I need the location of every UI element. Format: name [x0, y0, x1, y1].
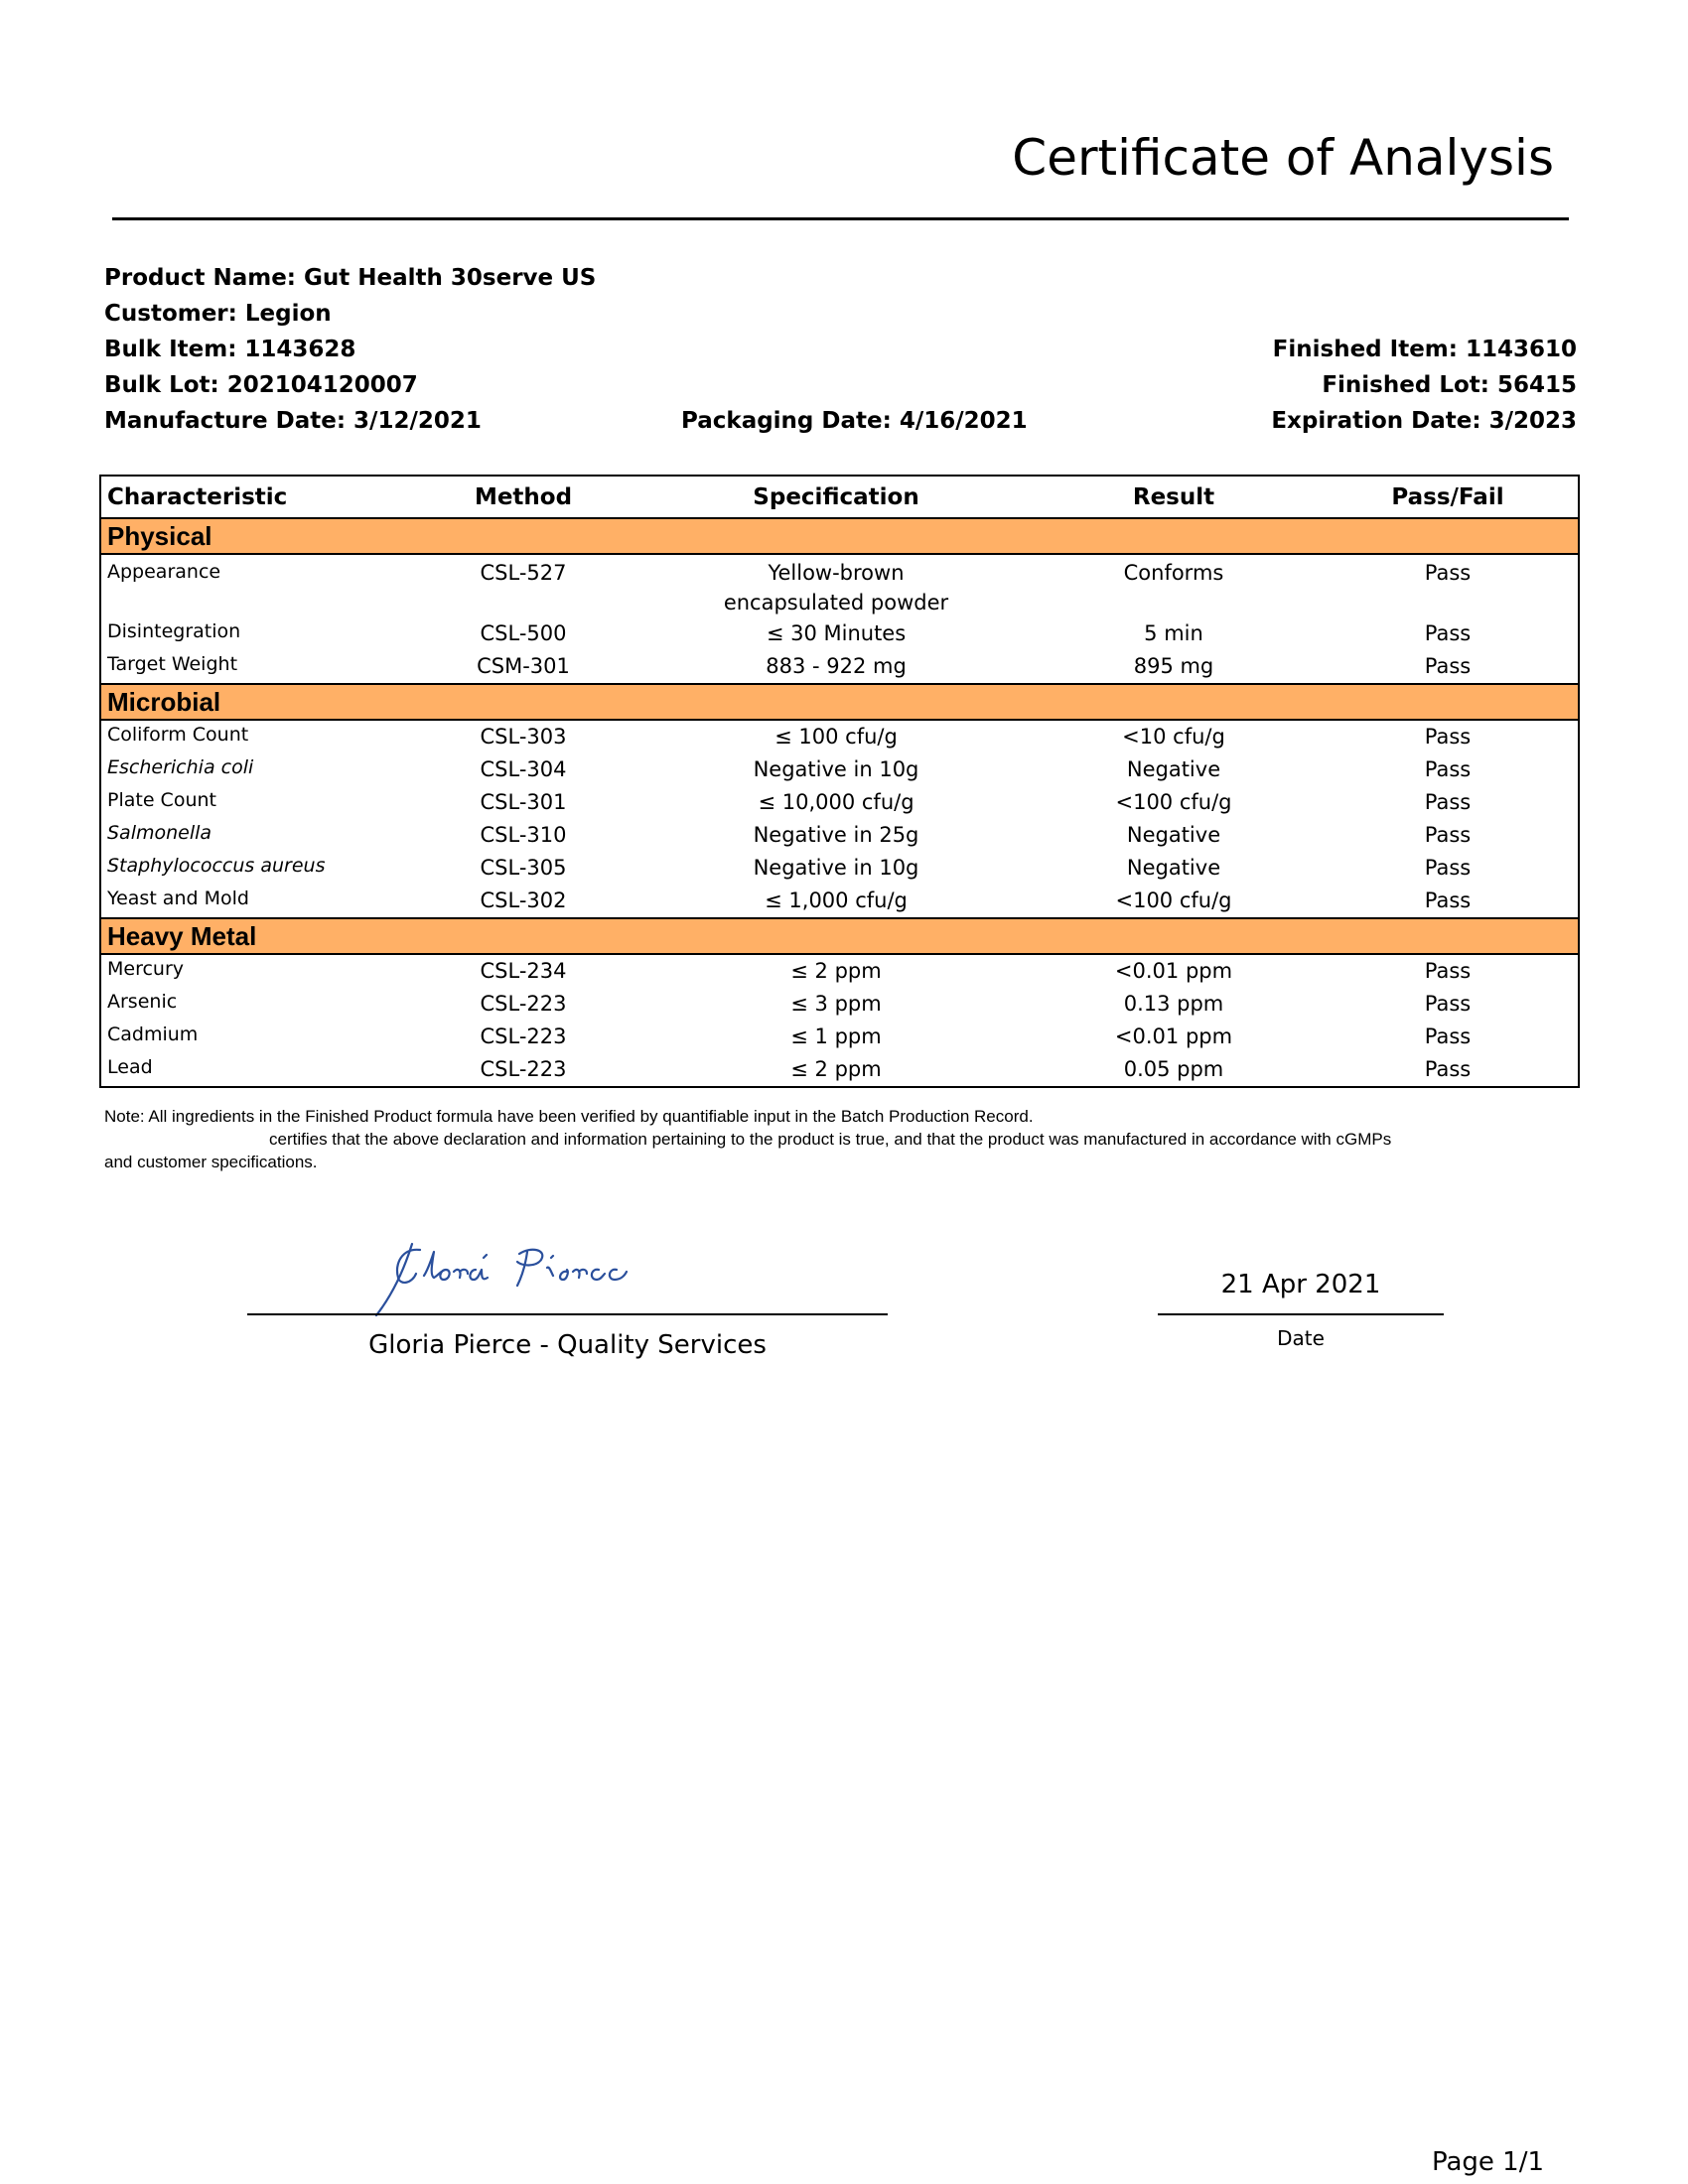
header-specification: Specification	[753, 483, 919, 510]
table-row	[101, 721, 1578, 753]
row-characteristic: Lead	[107, 1056, 153, 1078]
section-microbial: Microbial	[101, 683, 1578, 721]
row-method: CSL-301	[480, 790, 567, 814]
row-characteristic: Arsenic	[107, 991, 178, 1013]
row-specification: Negative in 10g	[753, 856, 919, 880]
table-header-row	[101, 477, 1578, 519]
row-pass-fail: Pass	[1424, 856, 1472, 880]
row-result: Negative	[1126, 757, 1221, 781]
row-specification: Negative in 10g	[753, 757, 919, 781]
row-method: CSL-223	[480, 992, 567, 1016]
table-row	[101, 819, 1578, 852]
bulk-lot: Bulk Lot: 202104120007	[104, 372, 418, 398]
row-pass-fail: Pass	[1424, 959, 1472, 983]
analysis-table	[99, 475, 1580, 1088]
row-pass-fail: Pass	[1424, 992, 1472, 1016]
header-characteristic: Characteristic	[107, 483, 288, 510]
row-pass-fail: Pass	[1424, 757, 1472, 781]
row-specification: ≤ 1,000 cfu/g	[765, 888, 908, 912]
row-characteristic: Yeast and Mold	[107, 887, 249, 909]
date-line	[1158, 1313, 1444, 1315]
table-row	[101, 1053, 1578, 1086]
section-physical: Physical	[101, 519, 1578, 555]
row-result: <100 cfu/g	[1115, 790, 1232, 814]
row-result: 0.05 ppm	[1123, 1057, 1224, 1081]
row-specification: Yellow-brown encapsulated powder	[723, 561, 949, 614]
row-characteristic: Coliform Count	[107, 724, 249, 746]
table-row	[101, 617, 1578, 650]
row-pass-fail: Pass	[1424, 1057, 1472, 1081]
row-specification: ≤ 30 Minutes	[766, 621, 907, 645]
row-specification: ≤ 10,000 cfu/g	[758, 790, 914, 814]
row-method: CSL-304	[480, 757, 567, 781]
table-row	[101, 786, 1578, 819]
row-characteristic: Salmonella	[107, 822, 212, 844]
row-pass-fail: Pass	[1424, 823, 1472, 847]
signer-name-title: Gloria Pierce - Quality Services	[368, 1330, 767, 1360]
row-pass-fail: Pass	[1424, 790, 1472, 814]
expiration-date: Expiration Date: 3/2023	[1271, 408, 1577, 434]
row-specification: 883 - 922 mg	[766, 654, 907, 678]
note-line-3: and customer specifications.	[104, 1153, 318, 1171]
row-specification: ≤ 2 ppm	[790, 1057, 882, 1081]
bulk-item: Bulk Item: 1143628	[104, 337, 356, 362]
row-pass-fail: Pass	[1424, 621, 1472, 645]
row-result: 895 mg	[1133, 654, 1214, 678]
row-specification: ≤ 2 ppm	[790, 959, 882, 983]
row-characteristic: Escherichia coli	[107, 756, 254, 778]
manufacture-date: Manufacture Date: 3/12/2021	[104, 408, 482, 434]
row-pass-fail: Pass	[1424, 725, 1472, 749]
header-pass-fail: Pass/Fail	[1391, 483, 1504, 510]
row-result: 5 min	[1144, 621, 1203, 645]
row-specification: Negative in 25g	[753, 823, 919, 847]
handwritten-signature	[372, 1236, 640, 1325]
finished-item: Finished Item: 1143610	[1272, 337, 1577, 362]
note-line-2: certifies that the above declaration and information pertaining to the product is true, and that the product was manufactured in accordance with cGMPs	[269, 1130, 1392, 1149]
table-row	[101, 852, 1578, 885]
row-specification: ≤ 100 cfu/g	[774, 725, 898, 749]
row-pass-fail: Pass	[1424, 1024, 1472, 1048]
row-characteristic: Cadmium	[107, 1024, 199, 1045]
document-title: Certificate of Analysis	[1012, 129, 1554, 187]
row-result: <0.01 ppm	[1114, 959, 1233, 983]
row-pass-fail: Pass	[1424, 888, 1472, 912]
row-specification: ≤ 3 ppm	[790, 992, 882, 1016]
row-characteristic: Plate Count	[107, 789, 216, 811]
page-number: Page 1/1	[1431, 2147, 1544, 2177]
row-method: CSL-303	[480, 725, 567, 749]
row-characteristic: Appearance	[107, 561, 221, 583]
row-result: 0.13 ppm	[1123, 992, 1224, 1016]
row-result: <100 cfu/g	[1115, 888, 1232, 912]
row-method: CSL-310	[480, 823, 567, 847]
table-row	[101, 885, 1578, 917]
table-row	[101, 650, 1578, 683]
product-name: Product Name: Gut Health 30serve US	[104, 265, 597, 291]
row-pass-fail: Pass	[1424, 561, 1472, 585]
row-characteristic: Target Weight	[107, 653, 238, 675]
title-divider	[112, 217, 1569, 220]
signature-line	[247, 1313, 888, 1315]
row-method: CSL-527	[480, 561, 567, 585]
row-result: Conforms	[1123, 561, 1224, 585]
note-line-1: Note: All ingredients in the Finished Product formula have been verified by quantifiable input in the Batch Production Record.	[104, 1107, 1034, 1126]
finished-lot: Finished Lot: 56415	[1322, 372, 1577, 398]
row-method: CSL-500	[480, 621, 567, 645]
row-characteristic: Staphylococcus aureus	[107, 855, 326, 877]
header-method: Method	[474, 483, 573, 510]
table-row	[101, 1021, 1578, 1053]
row-characteristic: Disintegration	[107, 620, 241, 642]
row-method: CSM-301	[477, 654, 570, 678]
packaging-date: Packaging Date: 4/16/2021	[681, 408, 1028, 434]
table-row	[101, 555, 1578, 617]
row-method: CSL-305	[480, 856, 567, 880]
row-result: Negative	[1126, 856, 1221, 880]
row-method: CSL-223	[480, 1057, 567, 1081]
row-method: CSL-302	[480, 888, 567, 912]
signature-date: 21 Apr 2021	[1220, 1270, 1381, 1299]
row-result: <0.01 ppm	[1114, 1024, 1233, 1048]
row-result: <10 cfu/g	[1122, 725, 1225, 749]
row-result: Negative	[1126, 823, 1221, 847]
table-row	[101, 988, 1578, 1021]
customer: Customer: Legion	[104, 301, 332, 327]
date-label: Date	[1277, 1326, 1325, 1350]
row-method: CSL-223	[480, 1024, 567, 1048]
row-specification: ≤ 1 ppm	[790, 1024, 882, 1048]
table-row	[101, 955, 1578, 988]
row-characteristic: Mercury	[107, 958, 185, 980]
row-pass-fail: Pass	[1424, 654, 1472, 678]
table-row	[101, 753, 1578, 786]
section-heavy-metal: Heavy Metal	[101, 917, 1578, 955]
row-method: CSL-234	[480, 959, 567, 983]
header-result: Result	[1132, 483, 1215, 510]
note-block	[104, 1105, 1574, 1173]
